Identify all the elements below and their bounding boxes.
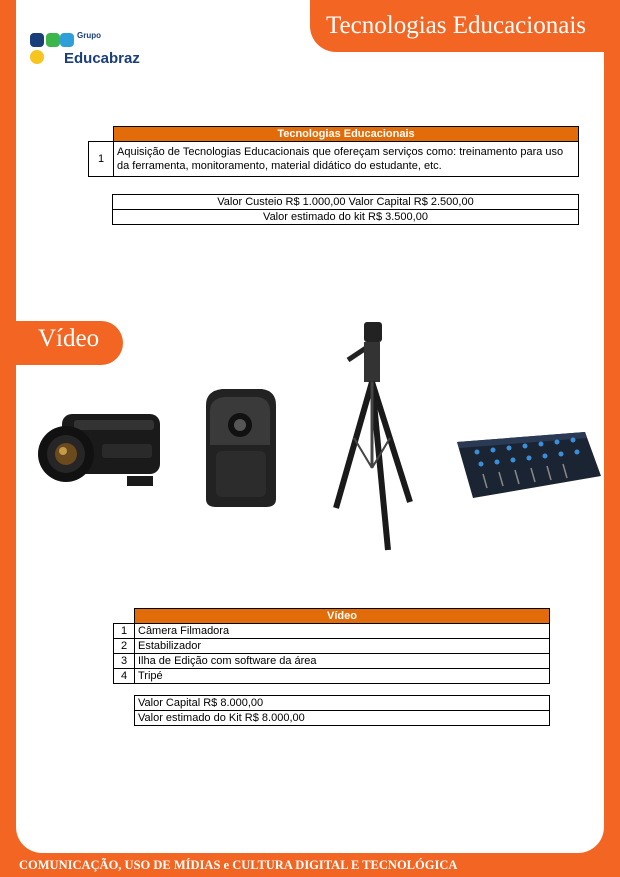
row-text: Aquisição de Tecnologias Educacionais que ofereçam serviços como: treinamento para uso da ferramenta, monitoramento, material didático do estudante, etc.: [114, 142, 579, 177]
row-number: 2: [114, 639, 135, 654]
video-table-header: Vídeo: [135, 609, 550, 624]
logo-music-icon: [46, 33, 60, 47]
table-row: [114, 624, 550, 639]
row-number: 4: [114, 669, 135, 684]
logo-chat-icon: [60, 33, 74, 47]
page: [16, 0, 604, 853]
row-number: 3: [114, 654, 135, 669]
row-text: Tripé: [135, 669, 550, 684]
stabilizer-image: [196, 385, 286, 511]
tech-values-table: [112, 194, 579, 225]
row-number: 1: [89, 142, 114, 177]
video-value-line-1: Valor Capital R$ 8.000,00: [135, 696, 550, 711]
tripod-image: [324, 318, 416, 556]
video-values-table: [134, 695, 550, 726]
footer-text: COMUNICAÇÃO, USO DE MÍDIAS e CULTURA DIGITAL E TECNOLÓGICA: [19, 858, 458, 872]
audio-mixer-image: [453, 428, 603, 502]
page-title: Tecnologias Educacionais: [326, 12, 586, 39]
tech-table: [88, 126, 579, 177]
video-table: [113, 608, 550, 684]
row-text: Estabilizador: [135, 639, 550, 654]
row-text: Câmera Filmadora: [135, 624, 550, 639]
row-number: 1: [114, 624, 135, 639]
table-row: [114, 654, 550, 669]
logo-small-text: Grupo: [77, 31, 101, 40]
tech-table-header: Tecnologias Educacionais: [114, 127, 579, 142]
tech-value-line-2: Valor estimado do kit R$ 3.500,00: [113, 210, 579, 225]
row-text: Ilha de Edição com software da área: [135, 654, 550, 669]
logo-star-icon: [30, 50, 44, 64]
table-row: [89, 142, 579, 177]
video-section-title: Vídeo: [38, 325, 100, 352]
tech-value-line-1: Valor Custeio R$ 1.000,00 Valor Capital R$ 2.500,00: [113, 195, 579, 210]
logo: [30, 31, 160, 71]
logo-text: Educabraz: [64, 50, 140, 67]
video-value-line-2: Valor estimado do Kit R$ 8.000,00: [135, 711, 550, 726]
logo-square-icon: [30, 33, 44, 47]
table-row: [114, 639, 550, 654]
table-row: [114, 669, 550, 684]
camcorder-image: [32, 404, 164, 496]
